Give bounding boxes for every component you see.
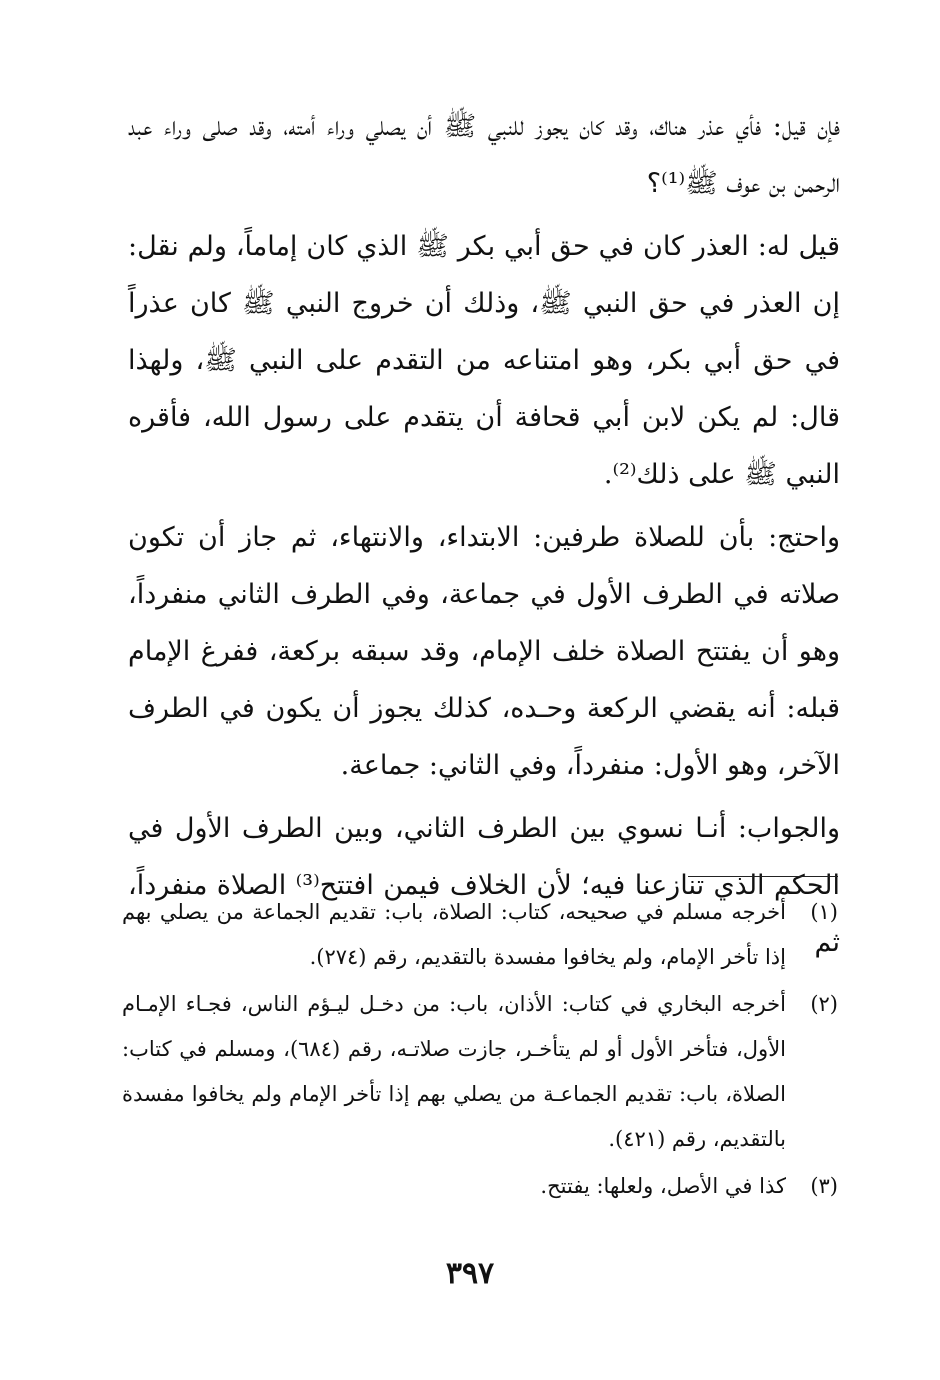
footnote-number: (٢) xyxy=(810,992,838,1016)
footnote-text: أخرجه البخاري في كتاب: الأذان، باب: من دخـل ليـؤم الناس، فجـاء الإمـام الأول، فتأخر الأول أو لم يتأخـر، جازت صلاتـه، رقم (٦٨٤)، ومسلم في كتاب: الصلاة، باب: تقديم الجماعـة من يصلي بهم إذا تأخر الإمام ولم يخافوا مفسدة بالتقديم، رقم (٤٢١). xyxy=(122,992,786,1151)
footnote-number: (١) xyxy=(810,900,838,924)
footnote-3 xyxy=(122,1164,838,1209)
footnote-1 xyxy=(122,890,838,980)
footnote-number: (٣) xyxy=(810,1174,838,1198)
footnote-separator xyxy=(688,876,838,877)
page-number: ٣٩٧ xyxy=(445,1256,495,1291)
paragraph-2: قيل له: العذر كان في حق أبي بكر ﷺ الذي كان إماماً، ولم نقل: إن العذر في حق النبي ﷺ، وذلك أن خروج النبي ﷺ كان عذراً في حق أبي بكر، وهو امتناعه من التقدم على النبي ﷺ، ولهذا قال: لم يكن لابن أبي قحافة أن يتقدم على رسول الله، فأقره النبي ﷺ على ذلك⁽²⁾. xyxy=(128,231,840,490)
paragraph-4: والجواب: أنـا نسوي بين الطرف الثاني، وبين الطرف الأول في الحكم الذي تنازعنا فيه؛ لأن الخلاف فيمن افتتح⁽³⁾ الصلاة منفرداً، ثم xyxy=(128,813,840,958)
main-text xyxy=(128,98,840,977)
paragraph-1: فإن قيل: فأي عذر هناك، وقد كان يجوز للنبي ﷺ أن يصلي وراء أمته، وقد صلى وراء عبد الرحمن بن عوف ﷺ⁽¹⁾؟ xyxy=(128,111,840,199)
footnote-2 xyxy=(122,982,838,1162)
footnote-text: كذا في الأصل، ولعلها: يفتتح. xyxy=(540,1174,786,1198)
paragraph-3: واحتج: بأن للصلاة طرفين: الابتداء، والانتهاء، ثم جاز أن تكون صلاته في الطرف الأول في جماعة، وفي الطرف الثاني منفرداً، وهو أن يفتتح الصلاة خلف الإمام، وقد سبقه بركعة، ففرغ الإمام قبله: أنه يقضي الركعة وحـده، كذلك يجوز أن يكون في الطرف الآخر، وهو الأول: منفرداً، وفي الثاني: جماعة. xyxy=(128,522,840,781)
footnotes xyxy=(122,890,838,1211)
footnote-text: أخرجه مسلم في صحيحه، كتاب: الصلاة، باب: تقديم الجماعة من يصلي بهم إذا تأخر الإمام، ولم يخافوا مفسدة بالتقديم، رقم (٢٧٤). xyxy=(122,900,786,969)
